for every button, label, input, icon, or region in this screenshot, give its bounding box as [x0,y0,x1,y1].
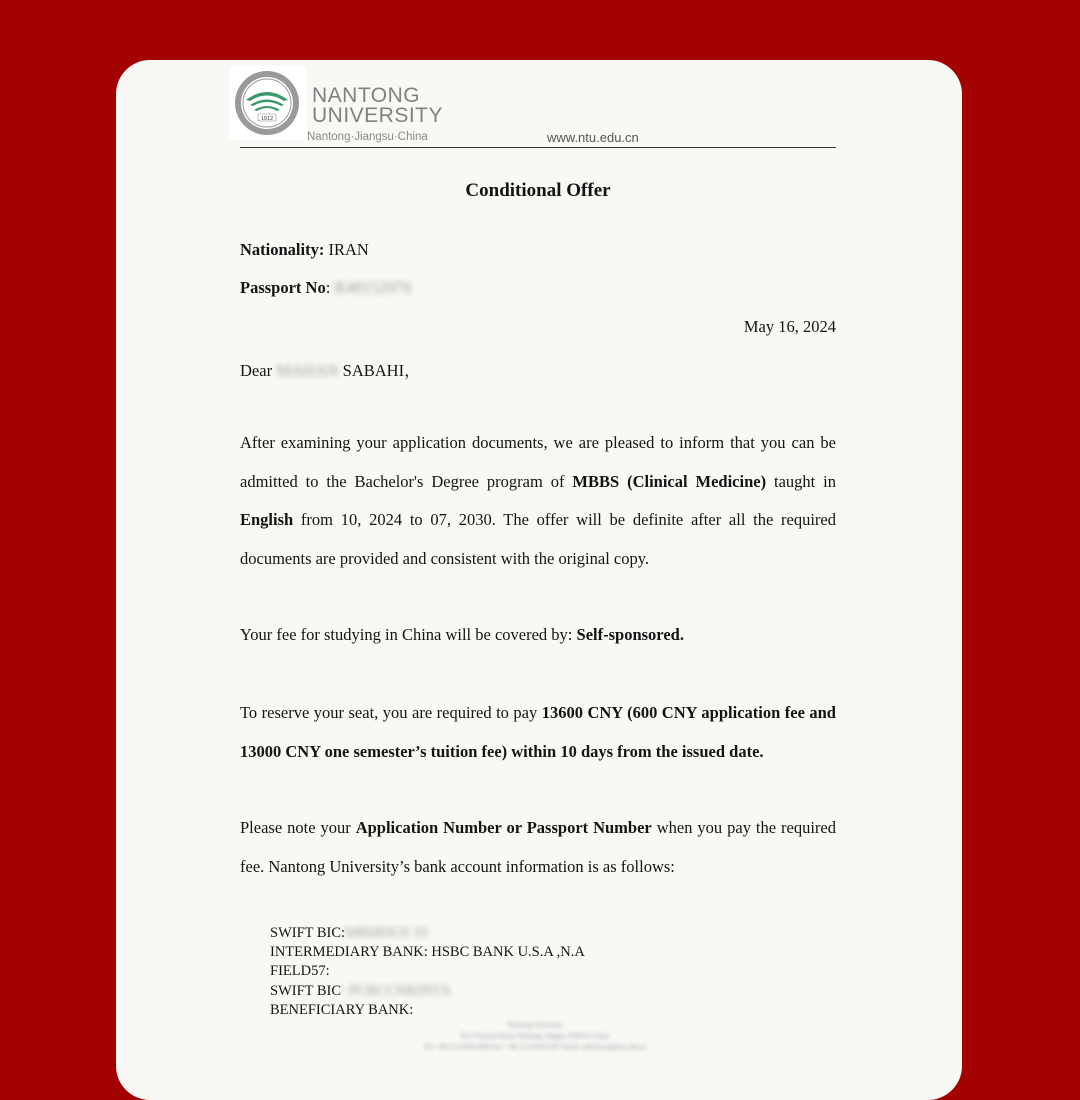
wordmark-line-1: NANTONG [312,84,421,107]
footer-line-1: Nantong University [507,1021,563,1029]
svg-text:1912: 1912 [260,116,274,122]
bank-note-text-2: when you pay the required fee. Nantong University’s bank account information is as follows: [240,818,836,876]
payment-amount: 13600 CNY (600 CNY application fee and 13000 CNY one semester’s tuition fee) within 10 days from the issued date. [240,703,836,761]
swift-label-2: SWIFT BIC [270,982,342,999]
funding-type: Self-sponsored. [576,625,684,644]
bank-details [270,924,585,1020]
swift-label-1: SWIFT BIC: [270,925,346,941]
salutation-comma: ， [404,361,421,380]
bank-line-swift-2 [270,982,585,1001]
salutation-line [240,357,421,381]
admission-text-1: After examining your application documents, we are pleased to inform that you can be admitted to the Bachelor's Degree program of [240,433,836,491]
issue-date: May 16, 2024 [743,317,836,336]
funding-text: Your fee for studying in China will be covered by: [240,625,577,644]
nationality-label: Nationality: [240,240,325,259]
teaching-language: English [240,510,294,529]
passport-label: Passport No [240,278,326,297]
location-text: Nantong·Jiangsu·China [307,131,428,143]
nationality-line [240,240,369,260]
program-name: MBBS (Clinical Medicine) [572,471,767,491]
bank-line-intermediary: INTERMEDIARY BANK: HSBC BANK U.S.A ,N.A [270,944,585,961]
university-seal-icon [234,70,300,136]
bank-line-field57: FIELD57: [270,963,330,980]
passport-colon: : [325,278,331,297]
applicant-first-name-redacted: MAHAN [276,361,339,380]
swift-value-1-redacted: MRMDUS 33 [345,925,428,941]
bank-line-swift-1 [270,924,585,943]
payment-paragraph [240,694,836,771]
bank-note-paragraph [240,809,836,886]
applicant-last-name: SABAHI [342,361,405,380]
bank-line-beneficiary: BENEFICIARY BANK: [270,1001,414,1018]
header-rule [240,147,836,148]
admission-text-2: taught in [766,471,836,491]
passport-line [240,278,411,298]
admission-paragraph [240,424,836,578]
footer-line-2: No.9 Seyuan Road, Nantong, Jiangsu 226019, China [461,1032,609,1040]
letter-footer-blurred [340,1020,730,1070]
website-text: www.ntu.edu.cn [547,130,639,145]
salutation-prefix: Dear [240,361,273,380]
university-wordmark [312,86,443,126]
footer-line-3: Tel: +86-513-85012000 Fax: +86-513-85015597 Email: admission@ntu.edu.cn [423,1043,647,1051]
swift-value-2-redacted: : PCBCCNBJNTX [341,982,452,999]
payment-text: To reserve your seat, you are required to pay [240,703,542,722]
reference-requirement: Application Number or Passport Number [355,818,652,837]
wordmark-line-2: UNIVERSITY [312,104,444,127]
bank-note-text-1: Please note your [240,818,356,837]
document-title: Conditional Offer [465,180,611,201]
passport-value-redacted: R48152976 [334,278,412,297]
admission-text-3: from 10, 2024 to 07, 2030. The offer will be definite after all the required documents are provided and consistent with the original copy. [240,510,836,568]
nationality-value: IRAN [324,240,369,259]
funding-paragraph [240,616,836,655]
